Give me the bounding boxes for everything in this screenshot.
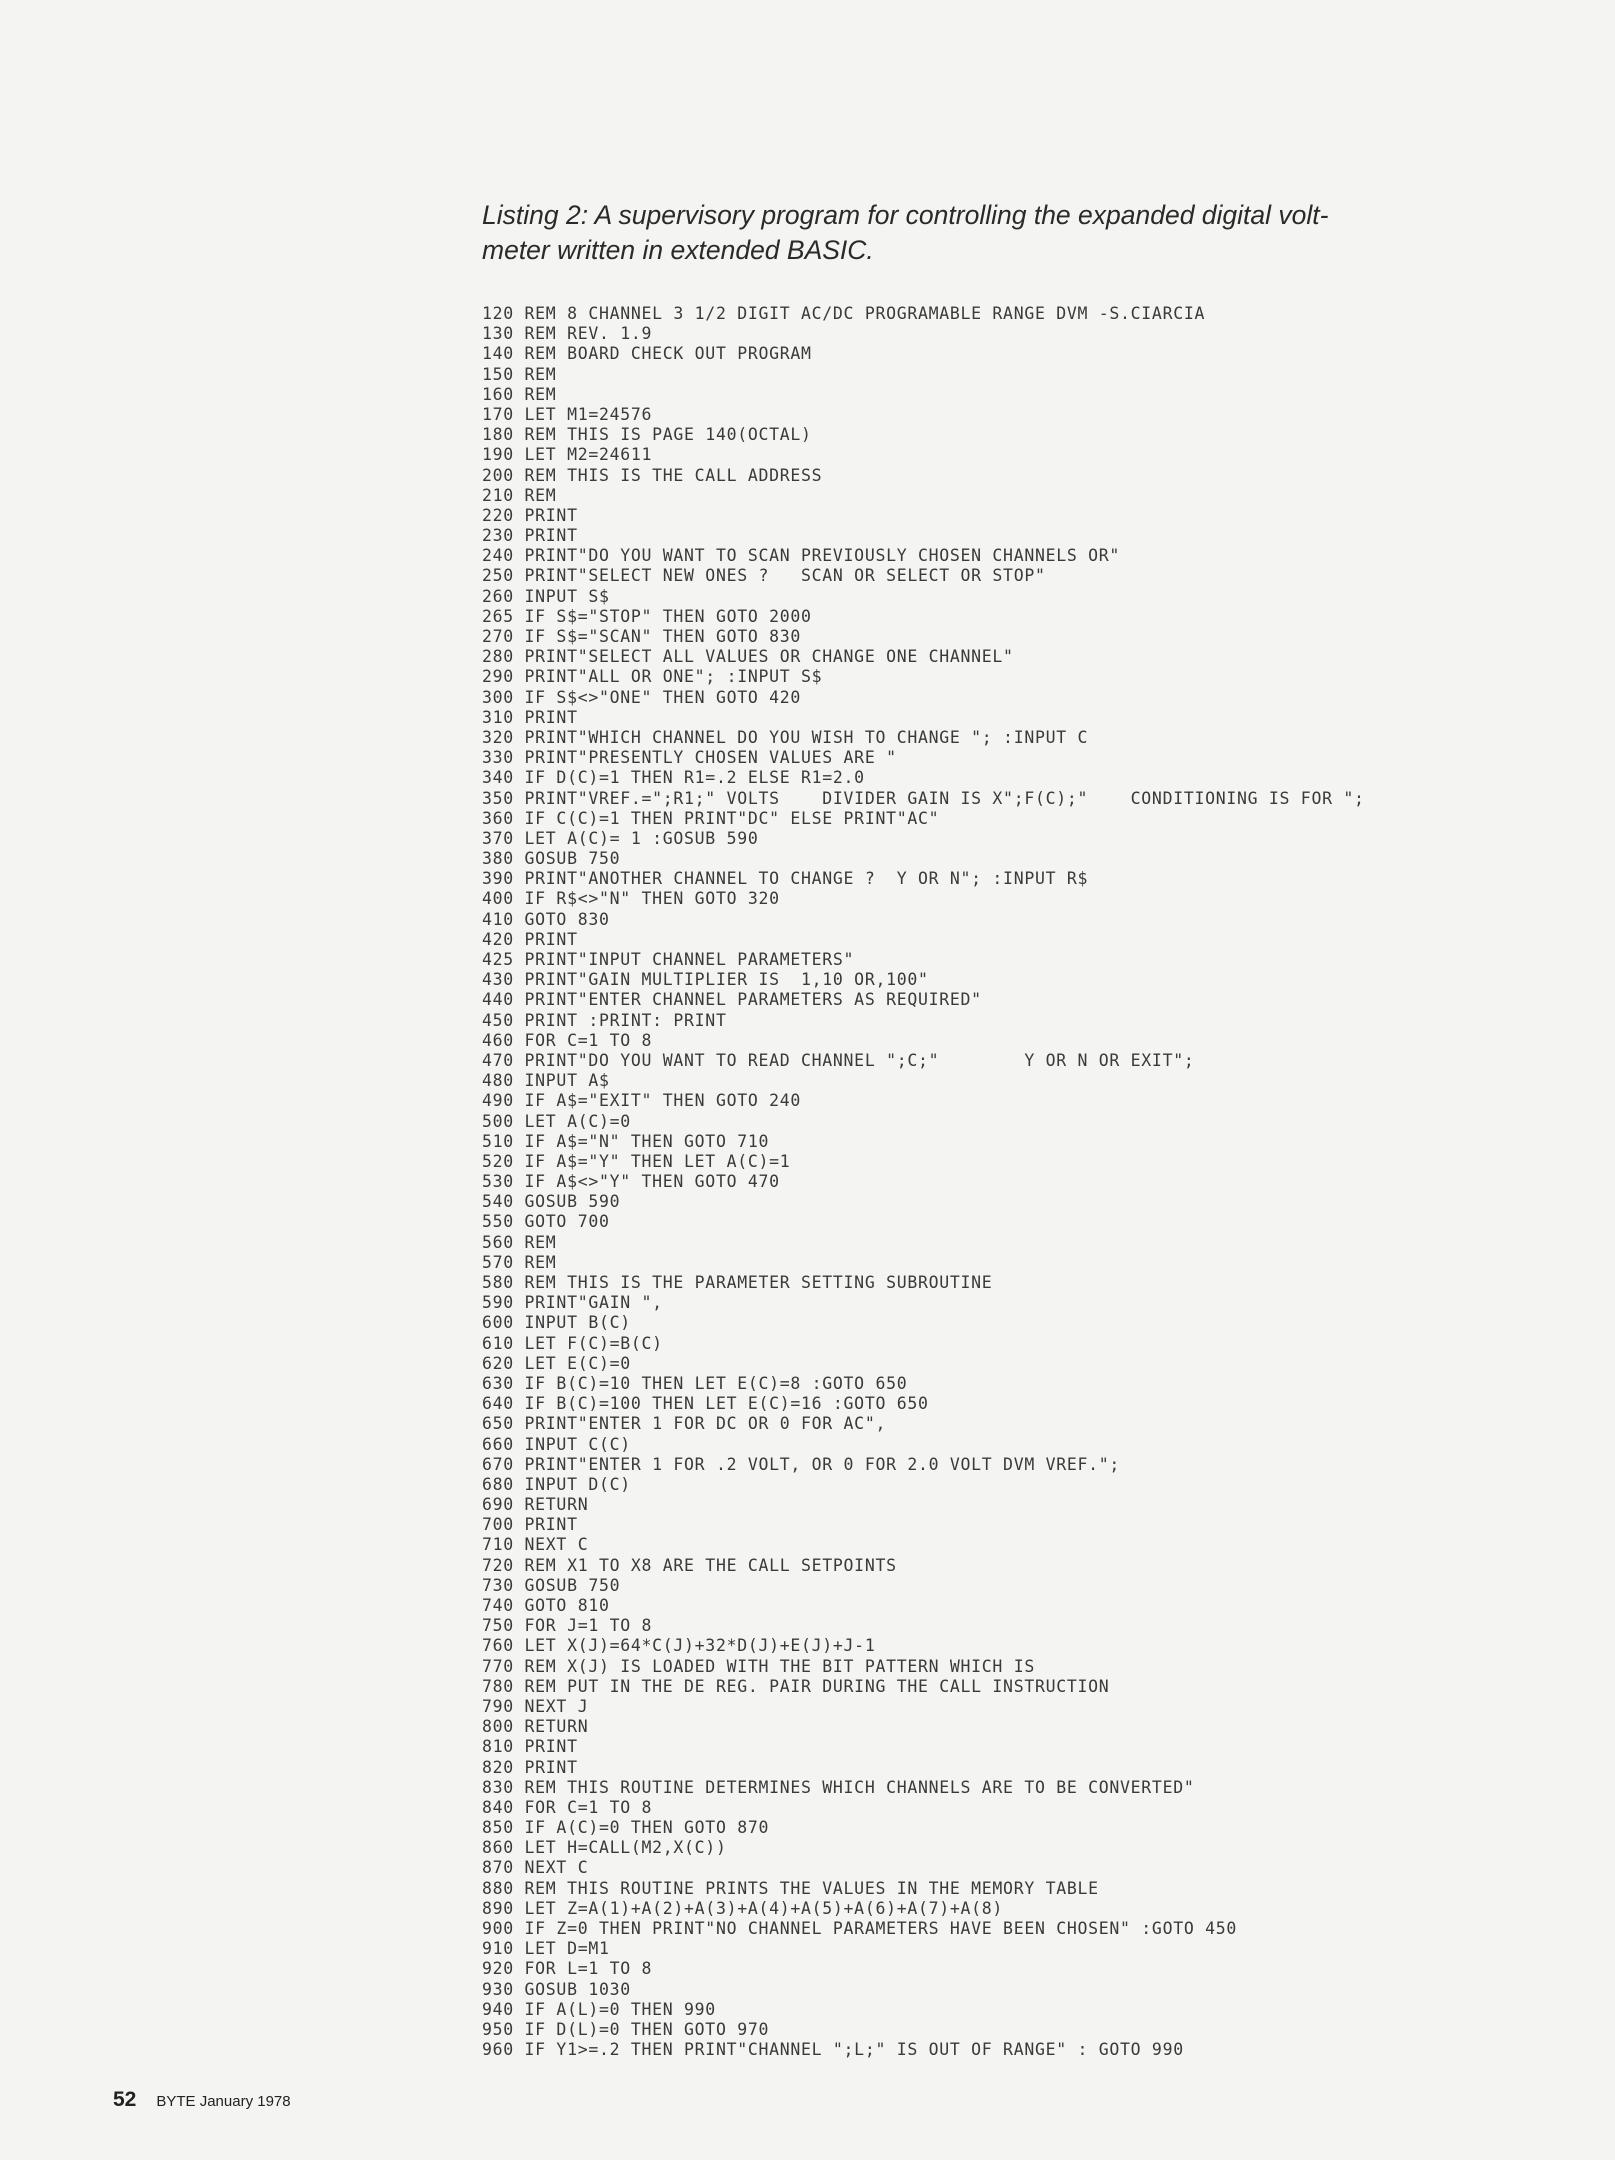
code-line: 320 PRINT"WHICH CHANNEL DO YOU WISH TO CHANGE "; :INPUT C bbox=[482, 727, 1089, 747]
code-line: 730 GOSUB 750 bbox=[482, 1575, 621, 1595]
code-line: 670 PRINT"ENTER 1 FOR .2 VOLT, OR 0 FOR 2.0 VOLT DVM VREF."; bbox=[482, 1454, 1121, 1474]
code-line: 480 INPUT A$ bbox=[482, 1071, 610, 1091]
code-line: 940 IF A(L)=0 THEN 990 bbox=[482, 1999, 716, 2019]
code-line: 190 LET M2=24611 bbox=[482, 445, 653, 465]
code-line: 210 REM bbox=[482, 485, 557, 505]
code-line: 860 LET H=CALL(M2,X(C)) bbox=[482, 1838, 727, 1858]
code-line: 760 LET X(J)=64*C(J)+32*D(J)+E(J)+J-1 bbox=[482, 1636, 876, 1656]
code-line: 960 IF Y1>=.2 THEN PRINT"CHANNEL ";L;" IS OUT OF RANGE" : GOTO 990 bbox=[482, 2040, 1184, 2060]
code-line: 820 PRINT bbox=[482, 1757, 578, 1777]
listing-caption bbox=[482, 198, 1442, 268]
code-line: 620 LET E(C)=0 bbox=[482, 1353, 631, 1373]
code-line: 240 PRINT"DO YOU WANT TO SCAN PREVIOUSLY CHOSEN CHANNELS OR" bbox=[482, 546, 1121, 566]
code-line: 640 IF B(C)=100 THEN LET E(C)=16 :GOTO 650 bbox=[482, 1394, 929, 1414]
code-line: 440 PRINT"ENTER CHANNEL PARAMETERS AS REQUIRED" bbox=[482, 990, 982, 1010]
code-line: 410 GOTO 830 bbox=[482, 909, 610, 929]
code-line: 810 PRINT bbox=[482, 1737, 578, 1757]
code-line: 310 PRINT bbox=[482, 707, 578, 727]
code-line: 290 PRINT"ALL OR ONE"; :INPUT S$ bbox=[482, 667, 823, 687]
code-line: 300 IF S$<>"ONE" THEN GOTO 420 bbox=[482, 687, 802, 707]
basic-program-listing bbox=[482, 304, 1602, 2060]
code-line: 370 LET A(C)= 1 :GOSUB 590 bbox=[482, 828, 759, 848]
code-line: 390 PRINT"ANOTHER CHANNEL TO CHANGE ? Y OR N"; :INPUT R$ bbox=[482, 869, 1089, 889]
code-line: 425 PRINT"INPUT CHANNEL PARAMETERS" bbox=[482, 950, 855, 969]
code-line: 230 PRINT bbox=[482, 526, 578, 546]
code-line: 630 IF B(C)=10 THEN LET E(C)=8 :GOTO 650 bbox=[482, 1373, 908, 1393]
code-line: 380 GOSUB 750 bbox=[482, 849, 621, 869]
code-line: 770 REM X(J) IS LOADED WITH THE BIT PATTERN WHICH IS bbox=[482, 1656, 1035, 1676]
code-line: 280 PRINT"SELECT ALL VALUES OR CHANGE ONE CHANNEL" bbox=[482, 647, 1014, 667]
code-line: 930 GOSUB 1030 bbox=[482, 1979, 631, 1999]
code-line: 910 LET D=M1 bbox=[482, 1939, 610, 1959]
code-line: 570 REM bbox=[482, 1252, 557, 1272]
code-line: 690 RETURN bbox=[482, 1495, 589, 1515]
code-line: 220 PRINT bbox=[482, 505, 578, 525]
code-line: 590 PRINT"GAIN ", bbox=[482, 1293, 663, 1313]
code-line: 150 REM bbox=[482, 364, 557, 384]
code-line: 800 RETURN bbox=[482, 1717, 589, 1737]
code-line: 520 IF A$="Y" THEN LET A(C)=1 bbox=[482, 1151, 791, 1171]
code-line: 550 GOTO 700 bbox=[482, 1212, 610, 1232]
code-line: 500 LET A(C)=0 bbox=[482, 1111, 631, 1131]
code-line: 880 REM THIS ROUTINE PRINTS THE VALUES IN THE MEMORY TABLE bbox=[482, 1878, 1099, 1898]
code-line: 470 PRINT"DO YOU WANT TO READ CHANNEL ";C;" Y OR N OR EXIT"; bbox=[482, 1050, 1195, 1070]
code-line: 200 REM THIS IS THE CALL ADDRESS bbox=[482, 465, 823, 485]
code-line: 780 REM PUT IN THE DE REG. PAIR DURING THE CALL INSTRUCTION bbox=[482, 1676, 1110, 1696]
code-line: 490 IF A$="EXIT" THEN GOTO 240 bbox=[482, 1091, 802, 1111]
code-line: 740 GOTO 810 bbox=[482, 1596, 610, 1615]
code-line: 660 INPUT C(C) bbox=[482, 1434, 631, 1454]
code-line: 250 PRINT"SELECT NEW ONES ? SCAN OR SELECT OR STOP" bbox=[482, 566, 1046, 586]
code-line: 710 NEXT C bbox=[482, 1535, 589, 1555]
code-line: 950 IF D(L)=0 THEN GOTO 970 bbox=[482, 2019, 770, 2039]
code-line: 870 NEXT C bbox=[482, 1858, 589, 1878]
publication-footer: BYTE January 1978 bbox=[156, 2093, 291, 2110]
code-line: 560 REM bbox=[482, 1232, 557, 1252]
code-line: 750 FOR J=1 TO 8 bbox=[482, 1616, 653, 1636]
code-line: 420 PRINT bbox=[482, 929, 578, 949]
code-line: 510 IF A$="N" THEN GOTO 710 bbox=[482, 1131, 770, 1151]
code-line: 850 IF A(C)=0 THEN GOTO 870 bbox=[482, 1818, 770, 1838]
code-line: 540 GOSUB 590 bbox=[482, 1192, 621, 1212]
caption-line-2: meter written in extended BASIC. bbox=[482, 235, 874, 265]
code-line: 900 IF Z=0 THEN PRINT"NO CHANNEL PARAMETERS HAVE BEEN CHOSEN" :GOTO 450 bbox=[482, 1919, 1238, 1938]
code-line: 400 IF R$<>"N" THEN GOTO 320 bbox=[482, 889, 780, 909]
code-line: 450 PRINT :PRINT: PRINT bbox=[482, 1010, 727, 1030]
code-line: 340 IF D(C)=1 THEN R1=.2 ELSE R1=2.0 bbox=[482, 768, 865, 788]
code-line: 680 INPUT D(C) bbox=[482, 1474, 631, 1494]
code-line: 350 PRINT"VREF.=";R1;" VOLTS DIVIDER GAIN IS X";F(C);" CONDITIONING IS FOR "; bbox=[482, 788, 1365, 808]
code-line: 920 FOR L=1 TO 8 bbox=[482, 1959, 653, 1979]
code-line: 265 IF S$="STOP" THEN GOTO 2000 bbox=[482, 606, 812, 626]
code-line: 830 REM THIS ROUTINE DETERMINES WHICH CHANNELS ARE TO BE CONVERTED" bbox=[482, 1777, 1195, 1797]
code-line: 360 IF C(C)=1 THEN PRINT"DC" ELSE PRINT"AC" bbox=[482, 808, 940, 828]
code-line: 140 REM BOARD CHECK OUT PROGRAM bbox=[482, 344, 812, 364]
code-line: 330 PRINT"PRESENTLY CHOSEN VALUES ARE " bbox=[482, 748, 897, 768]
code-line: 430 PRINT"GAIN MULTIPLIER IS 1,10 OR,100" bbox=[482, 970, 929, 990]
code-line: 610 LET F(C)=B(C) bbox=[482, 1333, 663, 1353]
code-line: 600 INPUT B(C) bbox=[482, 1313, 631, 1333]
code-line: 120 REM 8 CHANNEL 3 1/2 DIGIT AC/DC PROGRAMABLE RANGE DVM -S.CIARCIA bbox=[482, 304, 1206, 323]
code-line: 270 IF S$="SCAN" THEN GOTO 830 bbox=[482, 627, 802, 646]
page-footer bbox=[113, 2088, 291, 2112]
code-line: 580 REM THIS IS THE PARAMETER SETTING SUBROUTINE bbox=[482, 1273, 993, 1292]
code-line: 720 REM X1 TO X8 ARE THE CALL SETPOINTS bbox=[482, 1555, 897, 1575]
code-line: 890 LET Z=A(1)+A(2)+A(3)+A(4)+A(5)+A(6)+A(7)+A(8) bbox=[482, 1898, 1004, 1918]
code-line: 700 PRINT bbox=[482, 1515, 578, 1535]
code-line: 840 FOR C=1 TO 8 bbox=[482, 1797, 653, 1817]
code-line: 260 INPUT S$ bbox=[482, 586, 610, 606]
code-line: 180 REM THIS IS PAGE 140(OCTAL) bbox=[482, 425, 812, 445]
code-line: 650 PRINT"ENTER 1 FOR DC OR 0 FOR AC", bbox=[482, 1414, 887, 1434]
code-line: 790 NEXT J bbox=[482, 1696, 589, 1716]
code-line: 170 LET M1=24576 bbox=[482, 404, 653, 424]
code-line: 130 REM REV. 1.9 bbox=[482, 324, 653, 344]
code-line: 530 IF A$<>"Y" THEN GOTO 470 bbox=[482, 1172, 780, 1192]
code-line: 160 REM bbox=[482, 384, 557, 404]
code-line: 460 FOR C=1 TO 8 bbox=[482, 1030, 653, 1050]
caption-line-1: Listing 2: A supervisory program for controlling the expanded digital volt- bbox=[482, 200, 1329, 230]
page-number: 52 bbox=[113, 2088, 137, 2111]
